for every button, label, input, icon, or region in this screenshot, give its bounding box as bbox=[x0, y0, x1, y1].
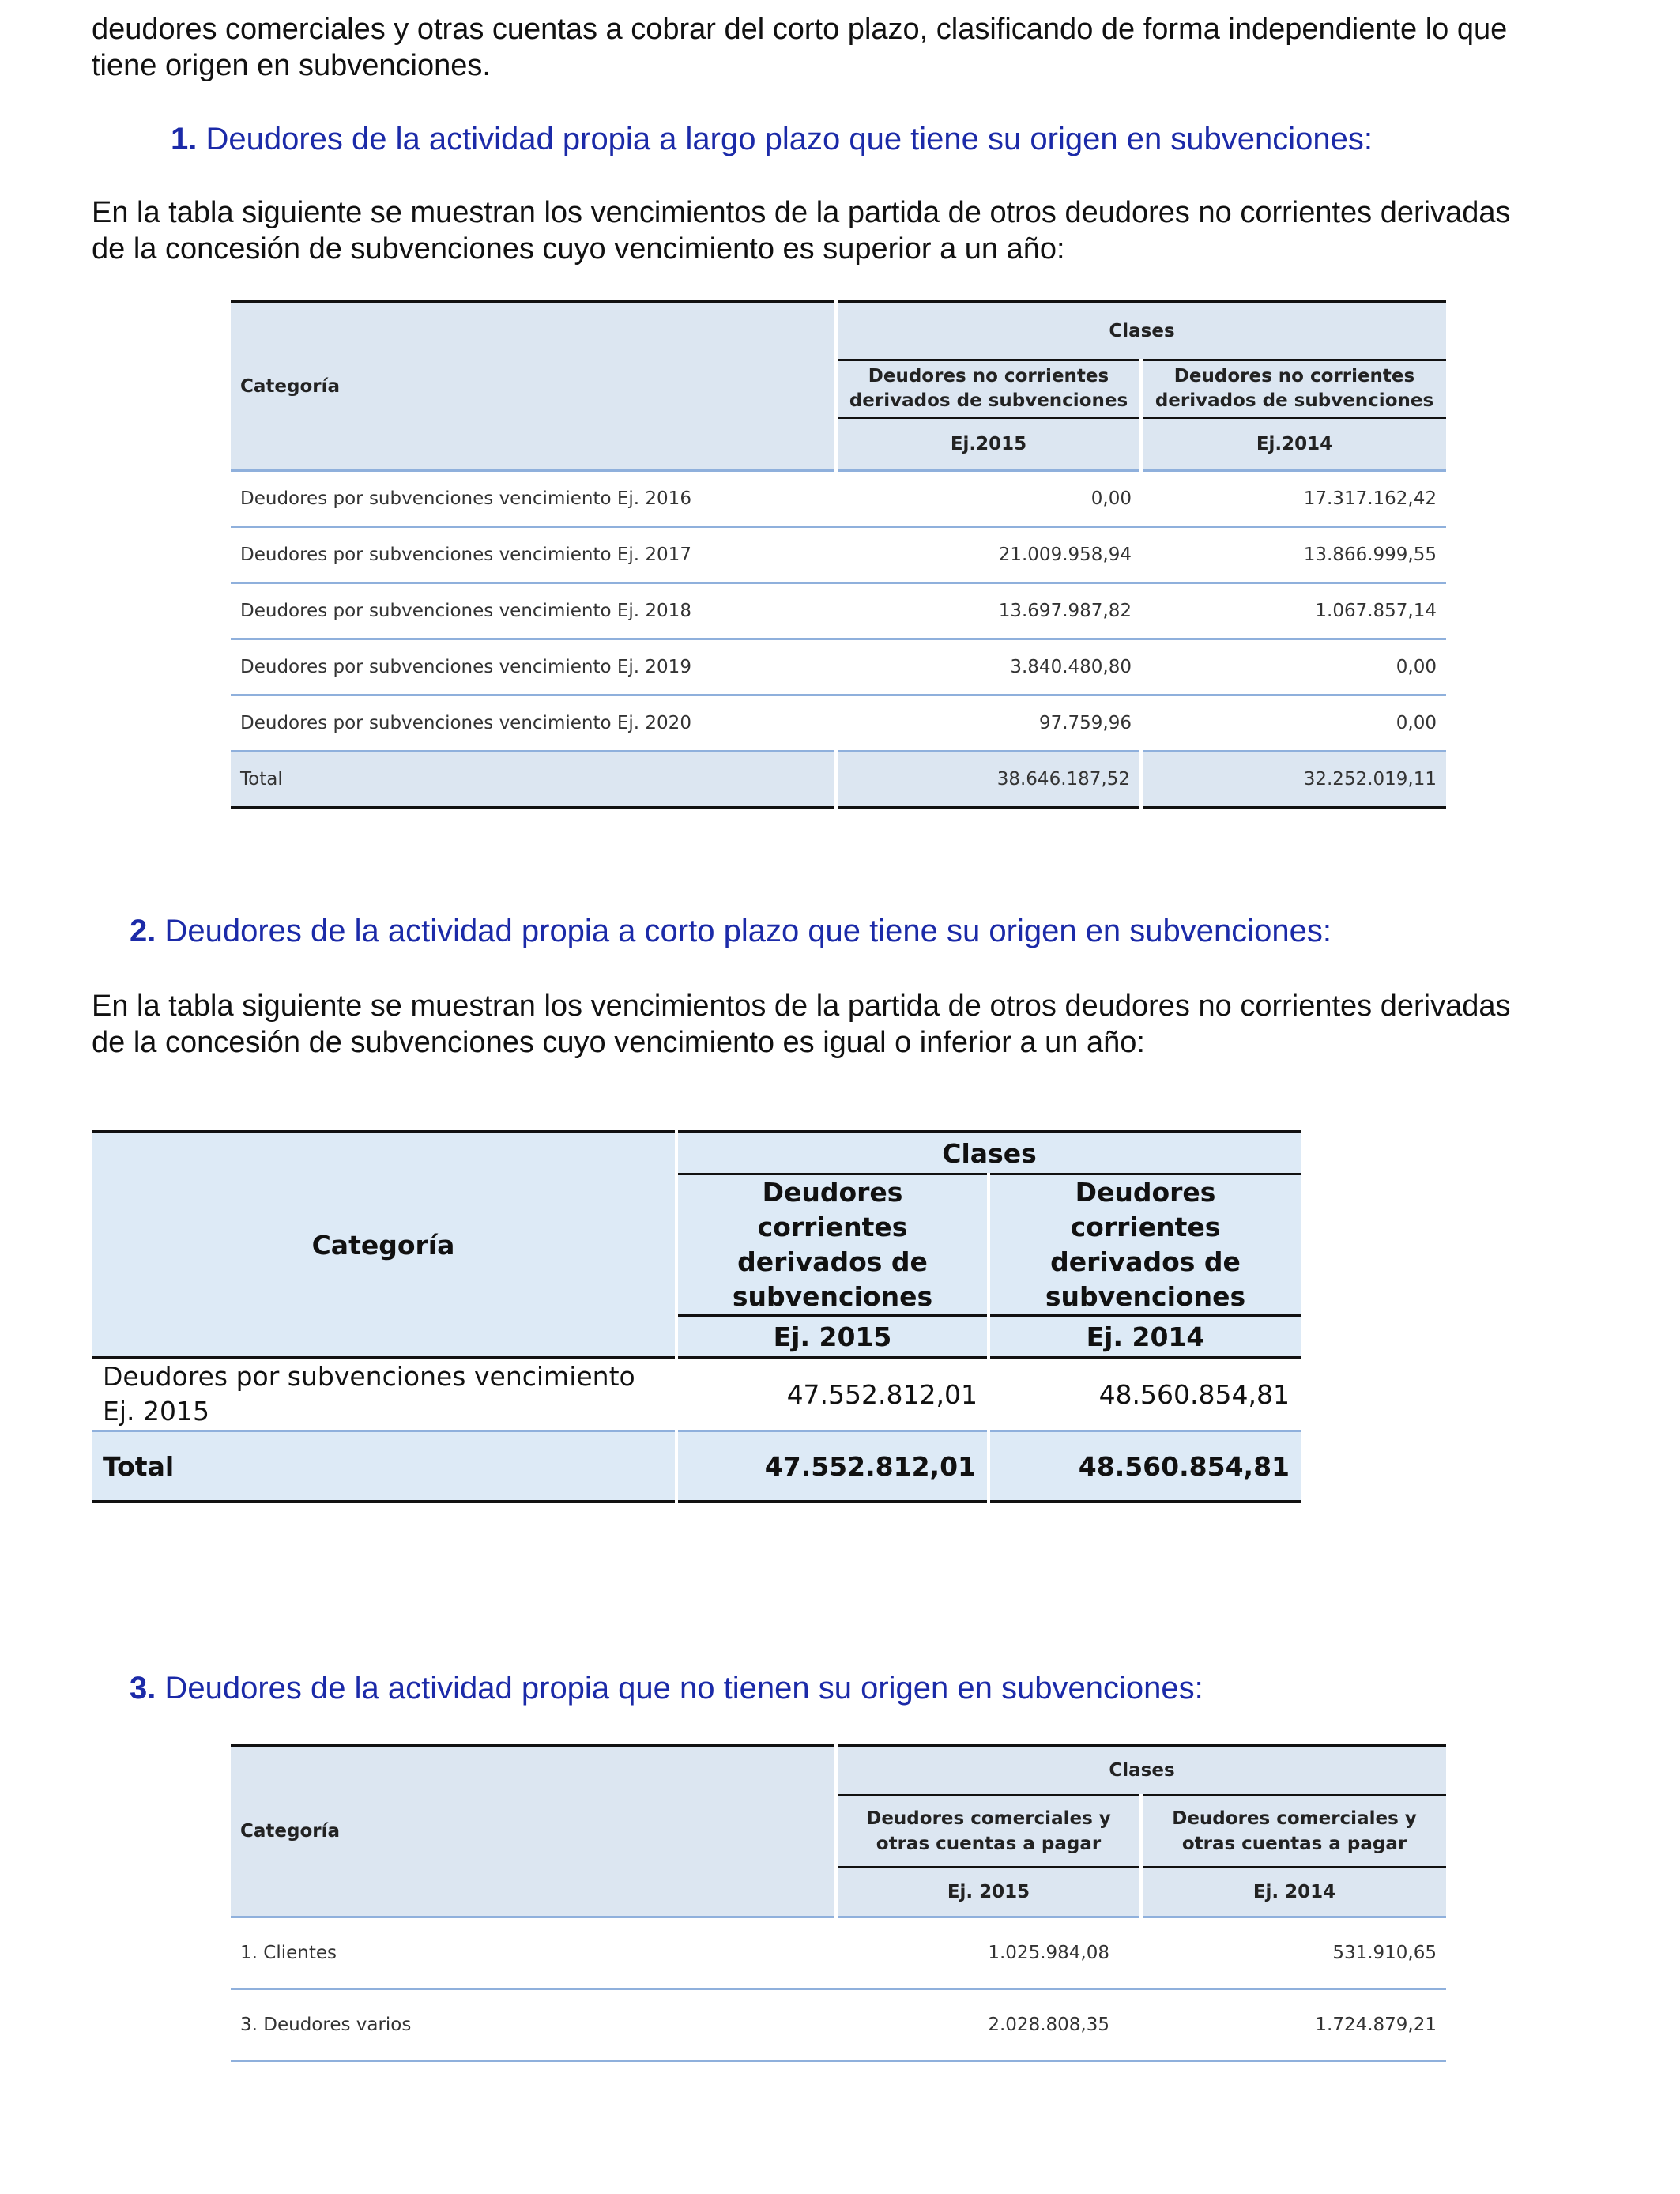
table-row bbox=[231, 471, 1446, 527]
table2-classes-header: Clases bbox=[676, 1132, 1301, 1174]
row-label: Deudores por subvenciones vencimiento Ej. 2017 bbox=[231, 527, 836, 583]
row-value-2015: 2.028.808,35 bbox=[836, 1989, 1141, 2061]
table-row bbox=[92, 1358, 1301, 1431]
table-non-subsidy-debtors bbox=[231, 1744, 1446, 2062]
row-value-2014: 48.560.854,81 bbox=[1098, 1378, 1290, 1410]
table3-year-2014: Ej. 2014 bbox=[1141, 1868, 1446, 1917]
table-row bbox=[231, 696, 1446, 752]
row-label: Deudores por subvenciones vencimiento Ej. 2018 bbox=[231, 583, 836, 639]
section1-heading bbox=[171, 120, 1373, 158]
table-long-term-subsidy-debtors bbox=[231, 300, 1446, 809]
table3-classes-header: Clases bbox=[836, 1745, 1446, 1796]
row-value-2014: 0,00 bbox=[1141, 639, 1446, 696]
table2-col1-header: Deudores corrientes derivados de subvenciones bbox=[676, 1174, 989, 1316]
table-row bbox=[231, 1989, 1446, 2061]
row-value-2015: 0,00 bbox=[836, 471, 1141, 527]
table-row bbox=[231, 527, 1446, 583]
table3-category-header: Categoría bbox=[231, 1745, 836, 1917]
table2-year-2014: Ej. 2014 bbox=[989, 1316, 1301, 1358]
section2-desc-line-1: En la tabla siguiente se muestran los vencimientos de la partida de otros deudores no corrientes derivadas bbox=[92, 990, 1511, 1023]
table-row bbox=[231, 639, 1446, 696]
table3-col1-header: Deudores comerciales y otras cuentas a pagar bbox=[836, 1796, 1141, 1868]
row-value-2015: 47.552.812,01 bbox=[786, 1378, 977, 1410]
intro-line-1: deudores comerciales y otras cuentas a cobrar del corto plazo, clasificando de forma independiente lo que bbox=[92, 13, 1508, 46]
total-value-2015: 38.646.187,52 bbox=[836, 752, 1141, 809]
row-label: Deudores por subvenciones vencimiento Ej. 2019 bbox=[231, 639, 836, 696]
row-value-2015: 13.697.987,82 bbox=[836, 583, 1141, 639]
intro-line-2: tiene origen en subvenciones. bbox=[92, 49, 491, 82]
row-value-2014: 17.317.162,42 bbox=[1141, 471, 1446, 527]
total-label: Total bbox=[231, 752, 836, 809]
row-value-2014: 0,00 bbox=[1141, 696, 1446, 752]
table2-col2-header: Deudores corrientes derivados de subvenciones bbox=[989, 1174, 1301, 1316]
row-value-2014: 13.866.999,55 bbox=[1141, 527, 1446, 583]
total-label: Total bbox=[103, 1450, 175, 1482]
table-total-row bbox=[231, 752, 1446, 809]
table1-year-2015: Ej.2015 bbox=[836, 418, 1141, 471]
row-value-2015: 21.009.958,94 bbox=[836, 527, 1141, 583]
section2-title: Deudores de la actividad propia a corto plazo que tiene su origen en subvenciones: bbox=[164, 914, 1332, 948]
table1-classes-header: Clases bbox=[836, 302, 1446, 360]
table1-col1-header: Deudores no corrientes derivados de subvenciones bbox=[836, 360, 1141, 418]
section2-heading bbox=[130, 912, 1332, 950]
section2-number: 2. bbox=[130, 914, 156, 948]
table-row bbox=[231, 583, 1446, 639]
row-value-2014: 1.724.879,21 bbox=[1141, 1989, 1446, 2061]
table2-year-2015: Ej. 2015 bbox=[676, 1316, 989, 1358]
section1-desc-line-2: de la concesión de subvenciones cuyo vencimiento es superior a un año: bbox=[92, 232, 1065, 266]
table3-year-2015: Ej. 2015 bbox=[836, 1868, 1141, 1917]
table1-year-2014: Ej.2014 bbox=[1141, 418, 1446, 471]
section1-number: 1. bbox=[171, 122, 198, 156]
section1-description bbox=[92, 194, 1593, 267]
section1-desc-line-1: En la tabla siguiente se muestran los vencimientos de la partida de otros deudores no corrientes derivadas bbox=[92, 196, 1511, 229]
total-value-2014: 32.252.019,11 bbox=[1141, 752, 1446, 809]
total-value-2015: 47.552.812,01 bbox=[676, 1431, 989, 1502]
section1-title: Deudores de la actividad propia a largo plazo que tiene su origen en subvenciones: bbox=[205, 122, 1373, 156]
table-total-row bbox=[92, 1431, 1301, 1502]
row-value-2015: 3.840.480,80 bbox=[836, 639, 1141, 696]
section3-number: 3. bbox=[130, 1671, 156, 1706]
table-row bbox=[231, 1917, 1446, 1989]
table1-category-header: Categoría bbox=[231, 302, 836, 471]
row-label: 1. Clientes bbox=[231, 1917, 836, 1989]
row-label: Deudores por subvenciones vencimiento Ej. 2015 bbox=[103, 1361, 635, 1427]
row-label: Deudores por subvenciones vencimiento Ej. 2016 bbox=[231, 471, 836, 527]
table1-col2-header: Deudores no corrientes derivados de subvenciones bbox=[1141, 360, 1446, 418]
table2-category-header: Categoría bbox=[92, 1132, 676, 1358]
section2-desc-line-2: de la concesión de subvenciones cuyo vencimiento es igual o inferior a un año: bbox=[92, 1026, 1145, 1059]
row-label: 3. Deudores varios bbox=[231, 1989, 836, 2061]
section3-heading bbox=[130, 1669, 1203, 1707]
table-short-term-subsidy-debtors bbox=[92, 1130, 1301, 1503]
row-value-2014: 1.067.857,14 bbox=[1141, 583, 1446, 639]
row-value-2014: 531.910,65 bbox=[1141, 1917, 1446, 1989]
row-value-2015: 97.759,96 bbox=[836, 696, 1141, 752]
table3-col2-header: Deudores comerciales y otras cuentas a pagar bbox=[1141, 1796, 1446, 1868]
total-value-2014: 48.560.854,81 bbox=[989, 1431, 1301, 1502]
row-value-2015: 1.025.984,08 bbox=[836, 1917, 1141, 1989]
row-label: Deudores por subvenciones vencimiento Ej. 2020 bbox=[231, 696, 836, 752]
section3-title: Deudores de la actividad propia que no tienen su origen en subvenciones: bbox=[164, 1671, 1203, 1706]
section2-description bbox=[92, 988, 1593, 1061]
intro-paragraph bbox=[92, 11, 1593, 84]
